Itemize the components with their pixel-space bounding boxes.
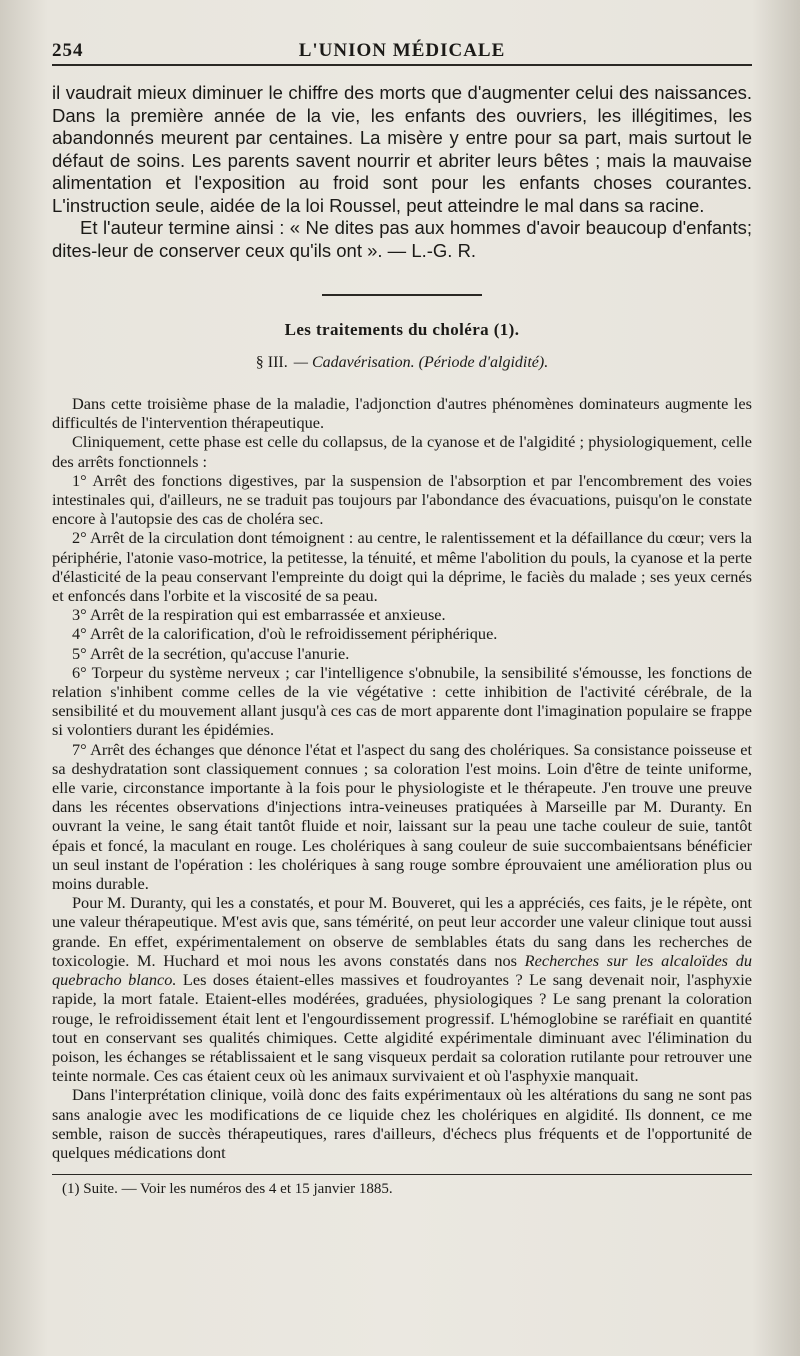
article-body xyxy=(52,394,752,1162)
lead-paragraph: il vaudrait mieux diminuer le chiffre des morts que d'augmenter celui des naissances. Dans la première année de la vie, les enfants des ouvriers, les illégitimes, les abandonnés meurent par centaines. La misère y entre pour sa part, mais surtout le défaut de soins. Les parents savent nourrir et abriter leurs bêtes ; mais la mauvaise alimentation et l'exposition au froid sont pour les enfants choses courantes. L'instruction seule, aidée de la loi Roussel, peut atteindre le mal dans sa racine. xyxy=(52,82,752,216)
section-number: § III. xyxy=(255,354,288,371)
article-title-text: Les traitements du choléra xyxy=(284,320,490,339)
body-paragraph: 3° Arrêt de la respiration qui est embarrassée et anxieuse. xyxy=(72,605,446,625)
article-title xyxy=(52,320,752,340)
lead-paragraph: Et l'auteur termine ainsi : « Ne dites pas aux hommes d'avoir beaucoup d'enfants; dites-leur de conserver ceux qu'ils ont ». — L.-G. R. xyxy=(52,217,752,261)
body-paragraph: 2° Arrêt de la circulation dont témoignent : au centre, le ralentissement et la défaillance du cœur; vers la périphérie, l'atonie vaso-motrice, la petitesse, la ténuité, et même l'abolition du pouls, la cyanose et la perte d'élasticité de la peau conservant l'empreinte du doigt qui la déprime, le faciès du malade ; ses yeux cernés et enfoncés dans l'orbite et la viscosité de sa peau. xyxy=(52,528,752,606)
cited-work-title: Recherches sur les alcaloïdes du quebracho blanco. xyxy=(52,950,752,990)
body-text: Pour M. Duranty, qui les a constatés, et pour M. Bouveret, qui les a appréciés, ces faits, je le répète, ont une valeur thérapeutique. M'est avis que, sans témérité, on peut leur accorder une valeur clinique tout aussi grande. En effet, expérimentalement on observe de semblables états du sang dans les recherches de toxicologie. M. Huchard et moi nous les avons constatés dans nos xyxy=(52,893,752,970)
body-text: Les doses étaient-elles massives et foudroyantes ? Le sang devenait noir, l'asphyxie rapide, la mort fatale. Etaient-elles modérées, graduées, physiologiques ? Le sang prenant la coloration rouge, le refroidissement était lent et l'engourdissement progressif. L'hémoglobine se raréfiait en quantité tout en conservant ses qualités chimiques. Cette algidité expérimentale diminuant avec l'élimination du poison, les échanges se rétablissaient et le sang visqueux perdait sa coloration rutilante pour retrouver une teinte normale. Ces cas étaient ceux où les animaux survivaient et où l'asphyxie manquait. xyxy=(52,970,753,1086)
footnote: (1) Suite. — Voir les numéros des 4 et 15 janvier 1885. xyxy=(62,1181,393,1198)
body-paragraph: 6° Torpeur du système nerveux ; car l'intelligence s'obnubile, la sensibilité s'émousse, les fonctions de relation s'inhibent comme celles de la vie végétative : cette inhibition de l'activité cérébrale, de la sensibilité et du mouvement allant jusqu'à ces cas de mort apparente dont l'imagination populaire se frappe si volontiers durant les épidémies. xyxy=(52,662,752,740)
body-paragraph: 4° Arrêt de la calorification, d'où le refroidissement périphérique. xyxy=(72,624,498,644)
section-separator xyxy=(322,294,482,296)
body-paragraph: 7° Arrêt des échanges que dénonce l'état et l'aspect du sang des cholériques. Sa consistance poisseuse et sa deshydratation sont classiquement connues ; sa coloration l'est moins. Loin d'être de teinte uniforme, elle varie, circonstance importante à la fois pour le physiologiste et le thérapeute. J'en trouve une preuve dans les récentes observations d'injections intra-veineuses pratiquées à Marseille par M. Duranty. En ouvrant la veine, le sang était tantôt fluide et noir, laissant sur la peau une tache couleur de suie, tantôt épais et foncé, la maculant en rouge. Les cholériques à sang couleur de suie succombaientsans bénéficier un seul instant de l'opération : les cholériques à sang rouge sombre éprouvaient une amélioration plus ou moins durable. xyxy=(52,739,752,894)
body-paragraph: Dans l'interprétation clinique, voilà donc des faits expérimentaux où les altérations du sang ne sont pas sans analogie avec les modifications de ce liquide chez les cholériques en algidité. Ils donnent, ce me semble, raison de succès thérapeutiques, rares d'ailleurs, d'échecs plus fréquents et de l'opportunité de quelques médications dont xyxy=(52,1085,752,1162)
body-paragraph xyxy=(52,893,752,1085)
lead-text xyxy=(52,82,752,262)
section-heading xyxy=(52,354,752,372)
footnote-ref: (1). xyxy=(493,320,520,339)
body-paragraph: Dans cette troisième phase de la maladie, l'adjonction d'autres phénomènes dominateurs augmente les difficultés de l'intervention thérapeutique. xyxy=(52,394,752,433)
body-paragraph: Cliniquement, cette phase est celle du collapsus, de la cyanose et de l'algidité ; physiologiquement, celle des arrêts fonctionnels : xyxy=(52,432,752,471)
page-number: 254 xyxy=(52,40,84,61)
section-subtitle: — Cadavérisation. (Période d'algidité). xyxy=(293,354,549,371)
body-paragraph: 5° Arrêt de la secrétion, qu'accuse l'anurie. xyxy=(72,643,350,663)
footnote-rule xyxy=(52,1174,752,1175)
journal-title: L'UNION MÉDICALE xyxy=(298,40,506,61)
body-paragraph: 1° Arrêt des fonctions digestives, par la suspension de l'absorption et par l'encombrement des voies intestinales qui, d'ailleurs, ne se traduit pas toujours par l'abondance des évacuations, puisqu'on le constate encore à l'autopsie des cas de choléra sec. xyxy=(52,470,752,529)
running-head xyxy=(52,32,752,66)
